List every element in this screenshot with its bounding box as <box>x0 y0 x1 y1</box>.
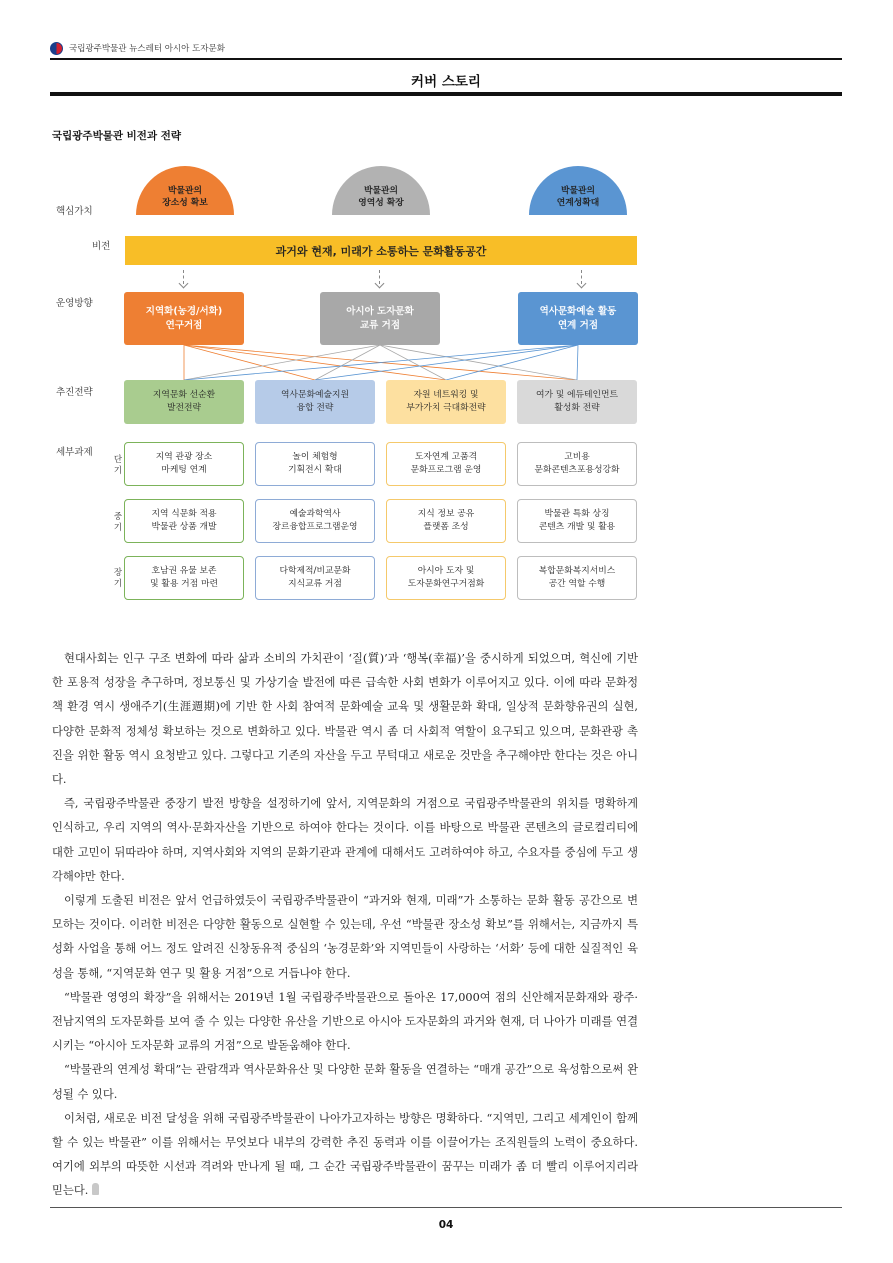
task-short-2 <box>255 442 375 486</box>
task-label: 예술과학역사 장르융합프로그램운영 <box>272 509 358 532</box>
end-mark-icon <box>92 1183 99 1195</box>
task-label: 지식 정보 공유 플랫폼 조성 <box>417 509 475 532</box>
task-label: 다학제적/비교문화 지식교류 거점 <box>279 566 351 589</box>
row-label-long: 장 기 <box>113 568 123 589</box>
connector-line <box>184 345 446 380</box>
task-label: 놀이 체험형 기획전시 확대 <box>288 452 342 475</box>
figure-title: 국립광주박물관 비전과 전략 <box>52 130 182 142</box>
header-rule <box>50 58 842 60</box>
task-label: 아시아 도자 및 도자문화연구거점화 <box>407 566 485 589</box>
strategy-networking <box>386 380 506 424</box>
connector-line <box>184 345 578 380</box>
task-short-3 <box>386 442 506 486</box>
page-number: 04 <box>438 1219 454 1231</box>
header-text: 국립광주박물관 뉴스레터 아시아 도자문화 <box>69 44 225 54</box>
vision-bar <box>125 236 637 265</box>
task-label: 지역 관광 장소 마케팅 연계 <box>155 452 213 475</box>
strategy-arts-convergence <box>255 380 375 424</box>
task-short-4 <box>517 442 637 486</box>
taegeuk-logo-icon <box>50 42 63 55</box>
task-label: 도자연계 고품격 문화프로그램 운영 <box>410 452 482 475</box>
row-label-tasks: 세부과제 <box>56 447 93 458</box>
connector-line <box>577 345 578 380</box>
operation-label: 역사문화예술 활동 연계 거점 <box>539 305 617 331</box>
row-label-vision: 비전 <box>92 241 111 252</box>
strategy-label: 역사문화예술지원 융합 전략 <box>281 390 349 413</box>
strategy-label: 여가 및 에듀테인먼트 활성화 전략 <box>535 390 619 413</box>
connector-line <box>184 345 577 380</box>
core-value-label: 박물관의 영역성 확장 <box>358 186 404 208</box>
strategy-label: 자원 네트워킹 및 부가가치 극대화전략 <box>406 390 486 413</box>
task-long-4 <box>517 556 637 600</box>
connector-line <box>380 345 577 380</box>
down-arrow-icon <box>375 270 385 288</box>
paragraph: 즉, 국립광주박물관 중장기 발전 방향을 설정하기에 앞서, 지역문화의 거점으로 국립광주박물관의 위치를 명확하게 인식하고, 우리 지역의 역사·문화자산을 기반으로 하여야 한다는 것이다. 이를 바탕으로 박물관 콘텐츠의 글로컬리티에 대한 고민이 뒤따라야 하며, 지역사회와 지역의 문화기관과 관계에 대해서도 고려하여야 하고, 수요자를 중심에 두고 생각해야만 한다. <box>52 797 638 883</box>
paragraph: 이처럼, 새로운 비전 달성을 위해 국립광주박물관이 나아가고자하는 방향은 명확하다. “지역민, 그리고 세계인이 함께 할 수 있는 박물관” 이를 위해서는 무엇보다 내부의 강력한 추진 동력과 이를 이끌어가는 조직원들의 노력이 중요하다. 여기에 외부의 따뜻한 시선과 격려와 만나게 될 때, 그 순간 국립광주박물관이 꿈꾸는 미래가 좀 더 빨리 이루어지리라 믿는다. <box>52 1111 638 1198</box>
connector-line <box>380 345 446 380</box>
task-mid-1 <box>124 499 244 543</box>
down-arrow-icon <box>577 270 587 288</box>
operation-regional-research <box>124 292 244 345</box>
paragraph-last <box>52 1107 638 1204</box>
down-arrow-icon <box>179 270 189 288</box>
row-label-short: 단 기 <box>113 455 123 476</box>
row-label-operation: 운영방향 <box>56 298 93 309</box>
connector-line <box>184 345 315 380</box>
task-short-1 <box>124 442 244 486</box>
row-label-strategy: 추진전략 <box>56 387 93 398</box>
operation-label: 지역화(농경/서화) 연구거점 <box>145 305 223 331</box>
core-value-label: 박물관의 장소성 확보 <box>162 186 208 208</box>
strategy-label: 지역문화 선순환 발전전략 <box>152 390 216 413</box>
newsletter-header <box>50 38 842 58</box>
row-label-core: 핵심가치 <box>56 206 93 217</box>
core-value-label: 박물관의 연계성확대 <box>556 186 600 208</box>
paragraph: 이렇게 도출된 비전은 앞서 언급하였듯이 국립광주박물관이 “과거와 현재, 미래”가 소통하는 문화 활동 공간으로 변모하는 것이다. 이러한 비전은 다양한 활동으로 실현할 수 있는데, 우선 “박물관 장소성 확보”를 위해서는, 지금까지 특성화 사업을 통해 어느 정도 알려진 신창동유적 중심의 ‘농경문화’와 지역민들이 사랑하는 ‘서화’ 등에 대한 실질적인 육성을 통해, “지역문화 연구 및 활용 거점”으로 거듭나야 한다. <box>52 894 638 980</box>
task-mid-3 <box>386 499 506 543</box>
article-body <box>52 647 638 1204</box>
connector-line <box>315 345 578 380</box>
core-value-connectivity <box>529 166 627 215</box>
strategy-edutainment <box>517 380 637 424</box>
vision-text: 과거와 현재, 미래가 소통하는 문화활동공간 <box>275 244 487 258</box>
task-label: 고비용 문화콘텐츠포용성강화 <box>534 452 620 475</box>
core-value-placeness <box>136 166 234 215</box>
paragraph: 현대사회는 인구 구조 변화에 따라 삶과 소비의 가치관이 ‘질(質)’과 ‘행복(幸福)’을 중시하게 되었으며, 혁신에 기반한 포용적 성장을 추구하며, 정보통신 및 가상기술 발전에 따른 급속한 사회 변화가 이루어지고 있다. 이에 따라 문화정책 환경 역시 생애주기(生涯週期)에 기반 한 사회 참여적 문화예술 교육 및 생활문화 확대, 일상적 문화향유권의 실현, 다양한 문화적 정체성 확보하는 것으로 변화하고 있다. 박물관 역시 좀 더 사회적 역할이 요구되고 있으며, 문화관광 촉진을 위한 활동 역시 요청받고 있다. 그렇다고 기존의 자산을 두고 무턱대고 새로운 것만을 추구해야만 한다는 것은 아니다. <box>52 652 638 787</box>
task-mid-2 <box>255 499 375 543</box>
operation-arts-link <box>518 292 638 345</box>
paragraph: “박물관 영영의 확장”을 위해서는 2019년 1월 국립광주박물관으로 돌아온 17,000여 점의 신안해저문화재와 광주·전남지역의 도자문화를 보여 줄 수 있는 다양한 유산을 기반으로 아시아 도자문화의 과거와 현재, 더 나아가 미래를 연결시키는 “아시아 도자문화 교류의 거점”으로 발돋움해야 한다. <box>52 990 638 1053</box>
section-title: 커버 스토리 <box>411 74 481 90</box>
task-label: 박물관 특화 상징 콘텐츠 개발 및 활용 <box>538 509 616 532</box>
connector-line <box>184 345 380 380</box>
task-label: 호남권 유물 보존 및 활용 거점 마련 <box>150 566 218 589</box>
task-label: 지역 식문화 적용 박물관 상품 개발 <box>151 509 217 532</box>
footer-rule <box>50 1207 842 1208</box>
task-long-1 <box>124 556 244 600</box>
task-mid-4 <box>517 499 637 543</box>
connector-line <box>446 345 578 380</box>
core-value-territory <box>332 166 430 215</box>
task-long-3 <box>386 556 506 600</box>
section-rule <box>50 92 842 96</box>
operation-label: 아시아 도자문화 교류 거점 <box>346 305 414 331</box>
row-label-mid: 중 기 <box>113 512 123 533</box>
operation-asian-ceramics <box>320 292 440 345</box>
task-long-2 <box>255 556 375 600</box>
connector-line <box>315 345 380 380</box>
strategy-regional-culture <box>124 380 244 424</box>
paragraph: “박물관의 연계성 확대”는 관람객과 역사문화유산 및 다양한 문화 활동을 연결하는 “매개 공간”으로 육성함으로써 완성될 수 있다. <box>52 1063 638 1101</box>
task-label: 복합문화복지서비스 공간 역할 수행 <box>538 566 616 589</box>
